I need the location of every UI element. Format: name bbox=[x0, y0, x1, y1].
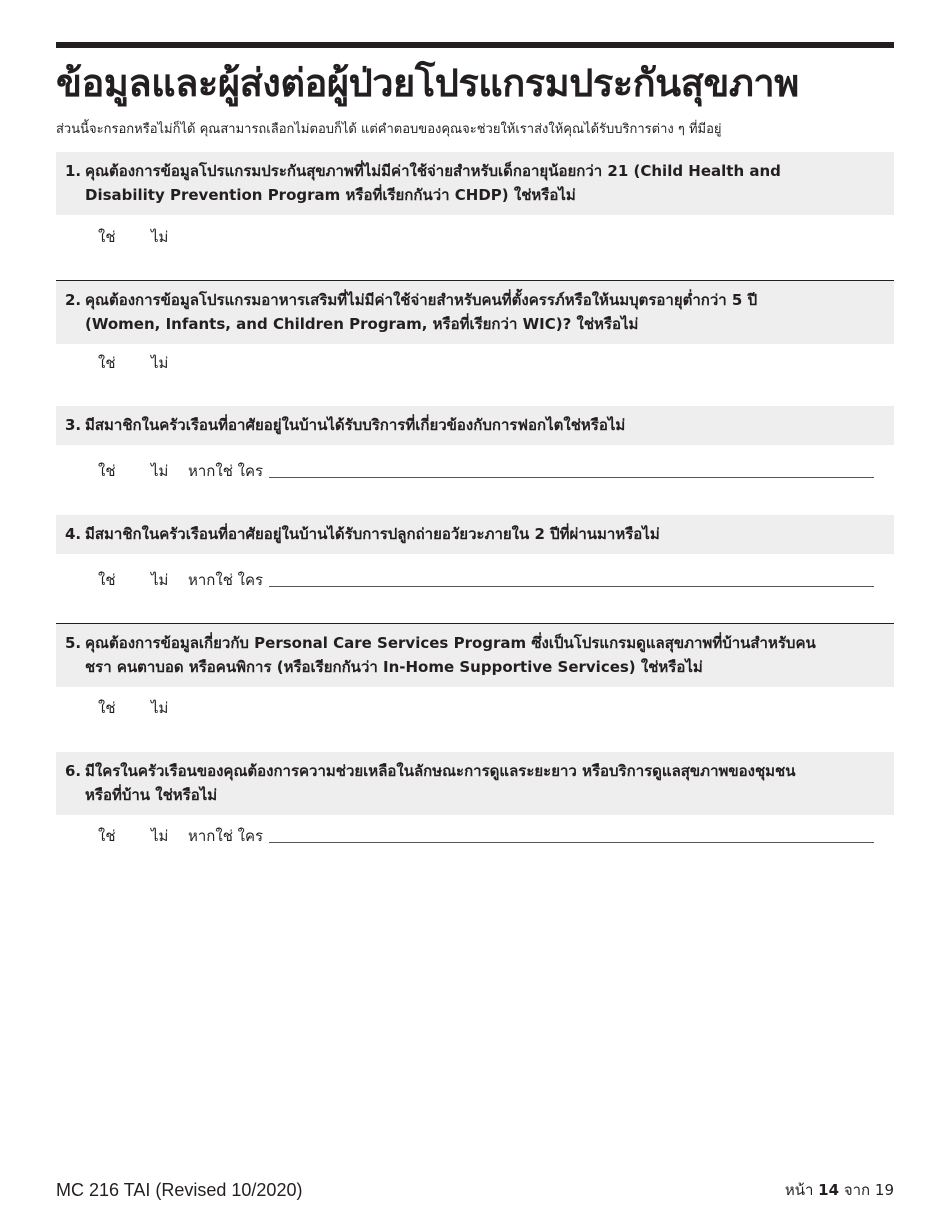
question-number: 1. bbox=[65, 162, 82, 180]
question-text-line: มีสมาชิกในครัวเรือนที่อาศัยอยู่ในบ้านได้รับการปลูกถ่ายอวัยวะภายใน 2 ปีที่ผ่านมาหรือไม่ bbox=[85, 525, 660, 543]
no-option[interactable]: ไม่ bbox=[151, 228, 169, 246]
no-option[interactable]: ไม่ bbox=[151, 354, 169, 372]
of-word: จาก bbox=[843, 1181, 871, 1199]
question-text-line: (Women, Infants, and Children Program, หรือที่เรียกว่า WIC)? ใช่หรือไม่ bbox=[85, 315, 639, 333]
question-text-line: คุณต้องการข้อมูลเกี่ยวกับ Personal Care Services Program ซึ่งเป็นโปรแกรมดูแลสุขภาพที่บ้านสำหรับคน bbox=[85, 634, 816, 652]
yes-option[interactable]: ใช่ bbox=[98, 354, 116, 372]
yes-option[interactable]: ใช่ bbox=[98, 827, 116, 845]
top-rule bbox=[56, 42, 894, 48]
question-number: 6. bbox=[65, 762, 82, 780]
question-text-line: ชรา คนตาบอด หรือคนพิการ (หรือเรียกกันว่า In-Home Supportive Services) ใช่หรือไม่ bbox=[85, 658, 703, 676]
question-6 bbox=[56, 752, 894, 815]
answer-row-2 bbox=[98, 353, 874, 373]
if-yes-who-label: หากใช่ ใคร bbox=[188, 827, 264, 845]
intro-text: ส่วนนี้จะกรอกหรือไม่ก็ได้ คุณสามารถเลือกไม่ตอบก็ได้ แต่คำตอบของคุณจะช่วยให้เราส่งให้คุณได้รับบริการต่าง ๆ ที่มีอยู่ bbox=[56, 122, 722, 137]
question-number: 2. bbox=[65, 291, 82, 309]
who-input-line[interactable] bbox=[269, 572, 874, 587]
question-2 bbox=[56, 280, 894, 344]
if-yes-who-label: หากใช่ ใคร bbox=[188, 571, 264, 589]
question-text-line: มีสมาชิกในครัวเรือนที่อาศัยอยู่ในบ้านได้รับบริการที่เกี่ยวข้องกับการฟอกไตใช่หรือไม่ bbox=[85, 416, 626, 434]
question-3 bbox=[56, 406, 894, 445]
answer-row-6 bbox=[98, 826, 874, 846]
page-word: หน้า bbox=[784, 1181, 814, 1199]
question-4 bbox=[56, 515, 894, 554]
page-total: 19 bbox=[874, 1181, 894, 1199]
question-text-line: Disability Prevention Program หรือที่เรียกกันว่า CHDP) ใช่หรือไม่ bbox=[85, 186, 576, 204]
who-input-line[interactable] bbox=[269, 463, 874, 478]
who-input-line[interactable] bbox=[269, 828, 874, 843]
no-option[interactable]: ไม่ bbox=[151, 827, 169, 845]
if-yes-who-label: หากใช่ ใคร bbox=[188, 462, 264, 480]
answer-row-4 bbox=[98, 570, 874, 590]
yes-option[interactable]: ใช่ bbox=[98, 228, 116, 246]
yes-option[interactable]: ใช่ bbox=[98, 462, 116, 480]
answer-row-3 bbox=[98, 461, 874, 481]
yes-option[interactable]: ใช่ bbox=[98, 699, 116, 717]
no-option[interactable]: ไม่ bbox=[151, 462, 169, 480]
yes-option[interactable]: ใช่ bbox=[98, 571, 116, 589]
answer-row-1 bbox=[98, 227, 874, 247]
question-number: 4. bbox=[65, 525, 82, 543]
question-number: 5. bbox=[65, 634, 82, 652]
page-number: 14 bbox=[818, 1181, 840, 1199]
question-1 bbox=[56, 152, 894, 215]
answer-row-5 bbox=[98, 698, 874, 718]
question-number: 3. bbox=[65, 416, 82, 434]
question-text-line: คุณต้องการข้อมูลโปรแกรมประกันสุขภาพที่ไม่มีค่าใช้จ่ายสำหรับเด็กอายุน้อยกว่า 21 (Child Health and bbox=[85, 162, 781, 180]
no-option[interactable]: ไม่ bbox=[151, 571, 169, 589]
no-option[interactable]: ไม่ bbox=[151, 699, 169, 717]
question-text-line: คุณต้องการข้อมูลโปรแกรมอาหารเสริมที่ไม่มีค่าใช้จ่ายสำหรับคนที่ตั้งครรภ์หรือให้นมบุตรอายุต่ำกว่า 5 ปี bbox=[85, 291, 758, 309]
form-id: MC 216 TAI (Revised 10/2020) bbox=[56, 1180, 303, 1200]
question-5 bbox=[56, 623, 894, 687]
question-text-line: หรือที่บ้าน ใช่หรือไม่ bbox=[85, 786, 218, 804]
page-indicator bbox=[785, 1178, 894, 1202]
question-text-line: มีใครในครัวเรือนของคุณต้องการความช่วยเหลือในลักษณะการดูแลระยะยาว หรือบริการดูแลสุขภาพของชุมชน bbox=[85, 762, 796, 780]
page-title: ข้อมูลและผู้ส่งต่อผู้ป่วยโปรแกรมประกันสุขภาพ bbox=[56, 60, 799, 105]
